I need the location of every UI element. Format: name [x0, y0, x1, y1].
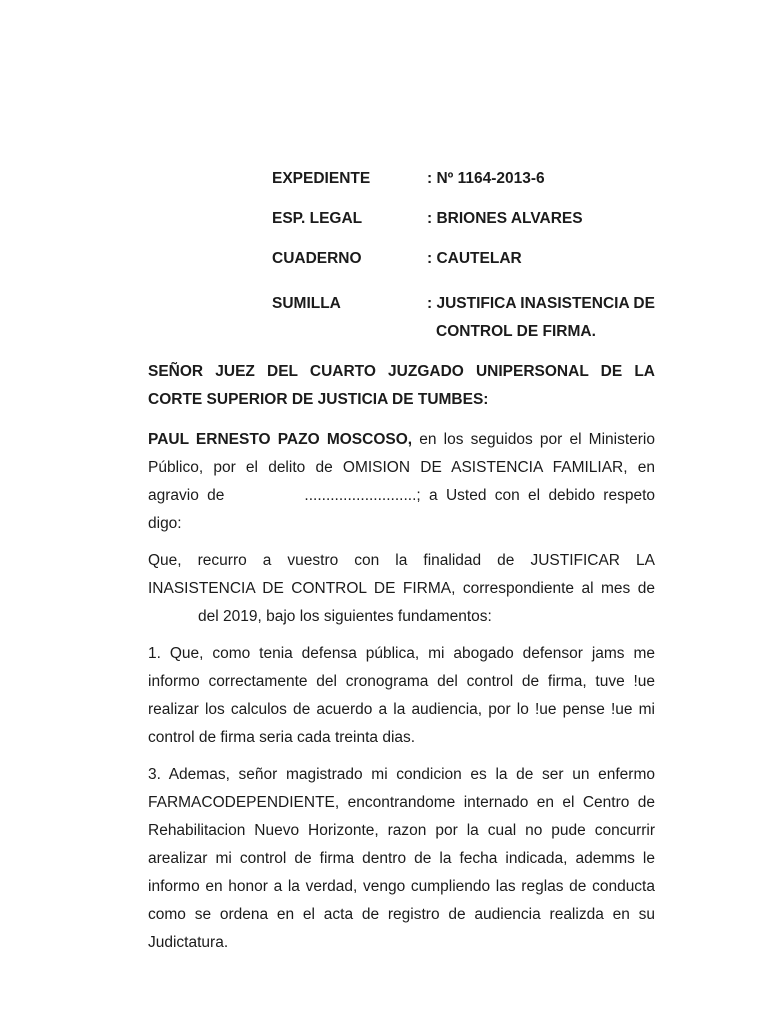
header-value-line1: : JUSTIFICA INASISTENCIA DE — [427, 295, 655, 312]
intro-text: en los seguidos por el Ministerio Público, por el delito de OMISION DE ASISTENCIA FAMILIAR, en agravio de — [148, 431, 655, 504]
body-paragraph-1: 1. Que, como tenia defensa pública, mi abogado defensor jams me informo correctamente del cronograma del control de firma, tuve !ue realizar los calculos de acuerdo a la audiencia, por lo !ue pense !ue mi control de firma seria cada treinta dias. — [148, 645, 655, 746]
header-value: : CAUTELAR — [427, 250, 522, 267]
purpose-text: Que, recurro a vuestro con la finalidad de JUSTIFICAR LA INASISTENCIA DE CONTROL DE FIRMA, correspondiente al mes de — [148, 552, 655, 597]
dotted-blank: ..........................; — [304, 487, 421, 504]
header-row-esp-legal — [272, 210, 655, 228]
intro-text-after: a Usted con el debido respeto digo: — [148, 487, 656, 532]
header-value: : BRIONES ALVARES — [427, 210, 583, 227]
header-value — [427, 290, 655, 346]
document-content — [148, 170, 655, 966]
salutation: SEÑOR JUEZ DEL CUARTO JUZGADO UNIPERSONAL DE LA CORTE SUPERIOR DE JUSTICIA DE TUMBES: — [148, 363, 655, 408]
header-row-sumilla — [272, 290, 655, 346]
purpose-text-after: del 2019, bajo los siguientes fundamentos: — [198, 608, 492, 625]
header-row-cuaderno — [272, 250, 655, 268]
header-value: : Nº 1164-2013-6 — [427, 170, 545, 187]
purpose-paragraph — [148, 547, 655, 631]
intro-paragraph — [148, 426, 655, 538]
header-label: SUMILLA — [272, 295, 341, 312]
case-header — [272, 170, 655, 346]
header-label: ESP. LEGAL — [272, 210, 363, 227]
header-row-expediente — [272, 170, 655, 188]
body-paragraph-3: 3. Ademas, señor magistrado mi condicion es la de ser un enfermo FARMACODEPENDIENTE, encontrandome internado en el Centro de Rehabilitacion Nuevo Horizonte, razon por la cual no pude concurrir arealizar mi control de firma dentro de la fecha indicada, ademms le informo en honor a la verdad, vengo cumpliendo las reglas de conducta como se ordena en el acta de registro de audiencia realizda en su Judictatura. — [148, 766, 655, 951]
header-value-line2: CONTROL DE FIRMA. — [436, 323, 596, 340]
header-label: EXPEDIENTE — [272, 170, 371, 187]
petitioner-name: PAUL ERNESTO PAZO MOSCOSO, — [148, 431, 413, 448]
header-label: CUADERNO — [272, 250, 362, 267]
